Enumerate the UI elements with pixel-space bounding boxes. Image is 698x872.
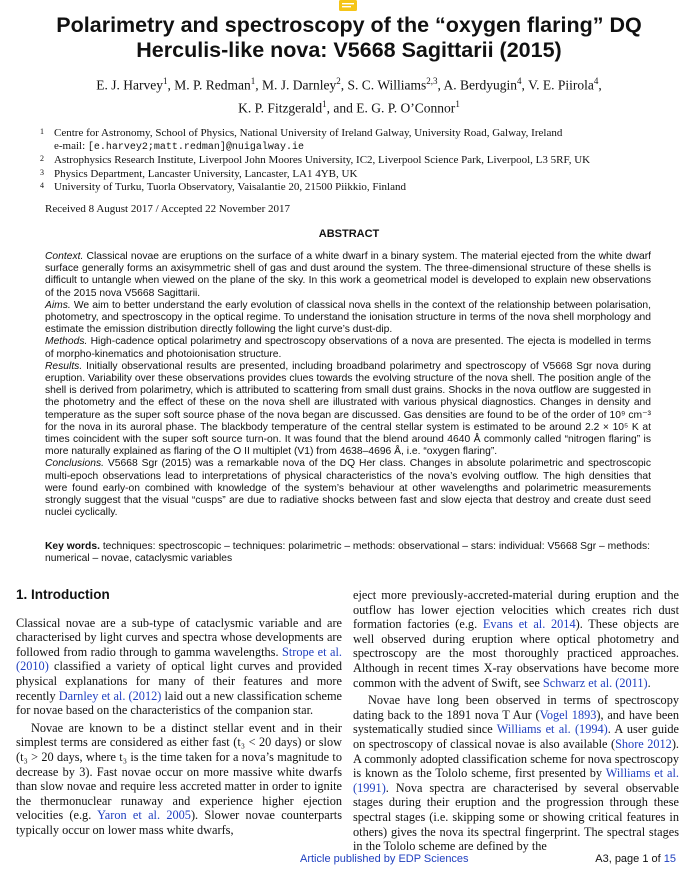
body-text: laid out a new classification scheme for novae based on the characteristics of the companion star. (16, 688, 342, 718)
author-affiliation-mark: 1 (163, 76, 168, 86)
affiliation-item (40, 154, 660, 167)
body-text: classified a variety of optical light curves and provided physical explanations for many of their features and more recently (16, 659, 342, 703)
section-heading-introduction: 1. Introduction (16, 587, 110, 602)
body-text: . (647, 675, 651, 690)
author-list: E. J. Harvey$^1$, M. P. Redman$^1$, M. J. Darnley$^2$, S. C. Williams$^{2,3}$, A. Berdyugin$^4$, V. E. Piirola$^4$, K. P. Fitzgerald$^1$, and E. G. P. O’Connor$^1$ (96, 76, 602, 115)
author-affiliation-mark: 2 (336, 76, 341, 86)
author-name: E. J. Harvey (96, 77, 164, 93)
author-name: K. P. Fitzgerald (238, 100, 323, 115)
body-text: ), and have been systematically studied since (353, 707, 679, 737)
intro-paragraph-2 (16, 721, 342, 838)
abstract-aims: Aims. We aim to better understand the early evolution of classical nova shells in the context of the relationship between polarisation, photometry, and spectroscopy in the optical regime. To understand the ionisation structure in terms of the nova shell morphology and estimate the emission distribution directly following the light curve’s dust-dip. (45, 299, 651, 336)
abstract-heading: ABSTRACT (318, 228, 380, 240)
affiliations (40, 127, 660, 194)
affiliation-item (40, 127, 660, 140)
affiliation-text: University of Turku, Tuorla Observatory, Vaisalantie 20, 21500 Piikkio, Finland (54, 180, 406, 193)
page-number: A3, page 1 of 15 (595, 853, 676, 865)
abstract-results: Results. Initially observational results are presented, including broadband polarimetry and spectroscopy of V5668 Sgr nova during eruption. Variability over these observations provides clues towards the evolving structure of the nova shell. The position angle of the shell is derived from polarimetry, which is attributed to scattering from small dust grains. Shocks in the nova outflow are suggested in the photometry and the effect of these on the nova shell are illustrated with various physical diagnostics. Changes in density and temperature as the super soft source phase of the nova began are discussed. Gas densities are found to be of the order of 10⁹ cm⁻³ for the nova in its auroral phase. The blackbody temperature of the central stellar system is estimated to be around 2.2 × 10⁵ K at times coincident with the super soft source turn-on. It was found that the blend around 4640 Å commonly called “nitrogen flaring” is more naturally explained as flaring of the O II multiplet (V1) from 4638–4696 Å, i.e. “oxygen flaring”. (45, 360, 651, 458)
sticky-note-icon[interactable] (338, 0, 358, 12)
body-text: Novae are known to be a distinct stellar event and in their simplest terms are considered as either fast (t₃ < 20 days) or slow (t₃ > 20 days, where t₃ is the time taken for a nova’s magnitude to decrease by 3). Fast novae occur on more massive white dwarfs than slow novae and require less accreted matter in order to ignite the thermonuclear runaway and experience higher ejection velocities (e.g. (16, 720, 342, 823)
citation-link[interactable]: Darnley et al. (2012) (58, 688, 162, 703)
affiliation-text: e-mail: [e.harvey2;matt.redman]@nuigalway.ie (54, 140, 304, 154)
citation-link[interactable]: Williams et al. (1994) (496, 722, 608, 737)
author-affiliation-mark: 4 (593, 76, 599, 86)
author-affiliation-mark: 1 (455, 98, 460, 109)
affiliation-number (40, 140, 54, 154)
affiliation-item (40, 181, 660, 194)
author-name: V. E. Piirola (528, 77, 594, 93)
affiliation-number: 2 (40, 154, 44, 164)
publisher-link[interactable]: Article published by EDP Sciences (300, 853, 469, 865)
keywords (45, 541, 655, 565)
author-affiliation-mark: 2,3 (426, 76, 438, 86)
body-text: eject more previously-accreted-material during eruption and the outflow has lower ejection velocities which creates rich dust formation factories (e.g. (353, 588, 679, 632)
affiliation-text: Physics Department, Lancaster University, Lancaster, LA1 4YB, UK (54, 167, 358, 180)
author-name: E. G. P. O’Connor (356, 100, 456, 115)
intro-paragraph-4 (353, 693, 679, 854)
body-text: Novae have long been observed in terms of spectroscopy dating back to the 1891 nova T Aur ( (353, 693, 679, 722)
paper-title (30, 13, 668, 63)
citation-link[interactable]: Vogel 1893 (539, 707, 597, 722)
abstract (45, 251, 651, 519)
affiliation-number: 4 (40, 180, 44, 190)
page-total-link[interactable]: 15 (663, 853, 676, 865)
body-text: ). A commonly adopted classification scheme for nova spectroscopy is known as the Tololo scheme, first presented by (353, 736, 679, 781)
affiliation-item (40, 168, 660, 181)
intro-paragraph-1 (16, 616, 342, 718)
title-line-1: Polarimetry and spectroscopy of the “oxygen flaring” DQ (56, 13, 642, 37)
contact-email[interactable]: [e.harvey2;matt.redman]@nuigalway.ie (87, 142, 304, 154)
body-text: ). Slower novae counterparts typically occur on lower mass white dwarfs, (16, 808, 342, 837)
keywords-label: Key words. (45, 541, 100, 552)
title-line-2: Herculis-like nova: V5668 Sagittarii (2015) (136, 38, 562, 62)
affiliation-item (40, 140, 660, 154)
body-text: ). These objects are well observed during eruption where optical photometry and spectroscopy are the most thoroughly practiced approaches. Although in recent times X-ray observations have become more common with the advent of Swift, see (353, 617, 679, 690)
abstract-context: Context. Classical novae are eruptions on the surface of a white dwarf in a binary system. The material ejected from the white dwarf surface generally forms an axisymmetric shell of gas and dust around the system. The three-dimensional structure of these shells is difficult to untangle when viewed on the plane of the sky. In this work a geometrical model is developed to explain new observations of the 2015 nova V5668 Sagittarii. (45, 251, 651, 299)
citation-link[interactable]: Evans et al. 2014 (482, 617, 576, 632)
author-name: S. C. Williams (347, 77, 427, 93)
author-affiliation-mark: 4 (517, 76, 522, 86)
affiliation-text: Astrophysics Research Institute, Liverpool John Moores University, IC2, Liverpool Science Park, Liverpool, L3 5RF, UK (54, 154, 591, 167)
abstract-conclusions: Conclusions. V5668 Sgr (2015) was a remarkable nova of the DQ Her class. Changes in absolute polarimetric and spectroscopic multi-epoch observations lead to interpretations of physical characteristics of the nova’s evolving outflow. The high densities that were found early-on combined with knowledge of the system’s behaviour at other wavelengths and polarimetric measurements strongly suggest that the visual “cusps” are due to radiative shocks between fast and slow ejecta that destroy and create dust seed nuclei cyclically. (45, 458, 651, 519)
author-name: A. Berdyugin (443, 77, 518, 93)
right-column (353, 588, 679, 854)
body-text: Classical novae are a sub-type of cataclysmic variable and are characterised by light curves and spectra whose developments are followed from radio through to gamma wavelengths. (16, 615, 342, 659)
affiliation-number: 1 (40, 127, 44, 136)
citation-link[interactable]: Yaron et al. 2005 (97, 808, 191, 823)
author-name: M. J. Darnley (262, 77, 337, 93)
intro-paragraph-3 (353, 588, 679, 690)
affiliation-text: Centre for Astronomy, School of Physics, National University of Ireland Galway, University Road, Galway, Ireland (54, 127, 563, 139)
citation-link[interactable]: Williams et al. (1991) (353, 766, 680, 795)
author-affiliation-mark: 1 (250, 76, 256, 86)
body-text: . A user guide on spectroscopy of classical novae is also available ( (353, 722, 679, 751)
citation-link[interactable]: Strope et al. (2010) (16, 644, 342, 674)
citation-link[interactable]: Schwarz et al. (2011) (542, 675, 648, 690)
keywords-text: techniques: spectroscopic – techniques: polarimetric – methods: observational – stars: individual: V5668 Sgr – methods: numerical – novae, cataclysmic variables (45, 541, 650, 565)
citation-link[interactable]: Shore 2012 (615, 736, 672, 751)
affiliation-number: 3 (40, 167, 44, 177)
abstract-methods: Methods. High-cadence optical polarimetry and spectroscopy observations of a nova are presented. The ejecta is modelled in terms of morpho-kinematics and photoionisation structure. (45, 336, 651, 360)
author-name: M. P. Redman (174, 77, 251, 93)
received-date: Received 8 August 2017 / Accepted 22 November 2017 (45, 203, 291, 215)
author-affiliation-mark: 1 (322, 98, 327, 109)
body-text: . Nova spectra are characterised by several observable stages during their eruption and the progression through these spectral stages (i.e. skipping some or showing critical features in others) gives the nova its spectral fingerprint. The spectral stages in the Tololo scheme are defined by the (353, 780, 679, 854)
left-column (16, 588, 342, 838)
